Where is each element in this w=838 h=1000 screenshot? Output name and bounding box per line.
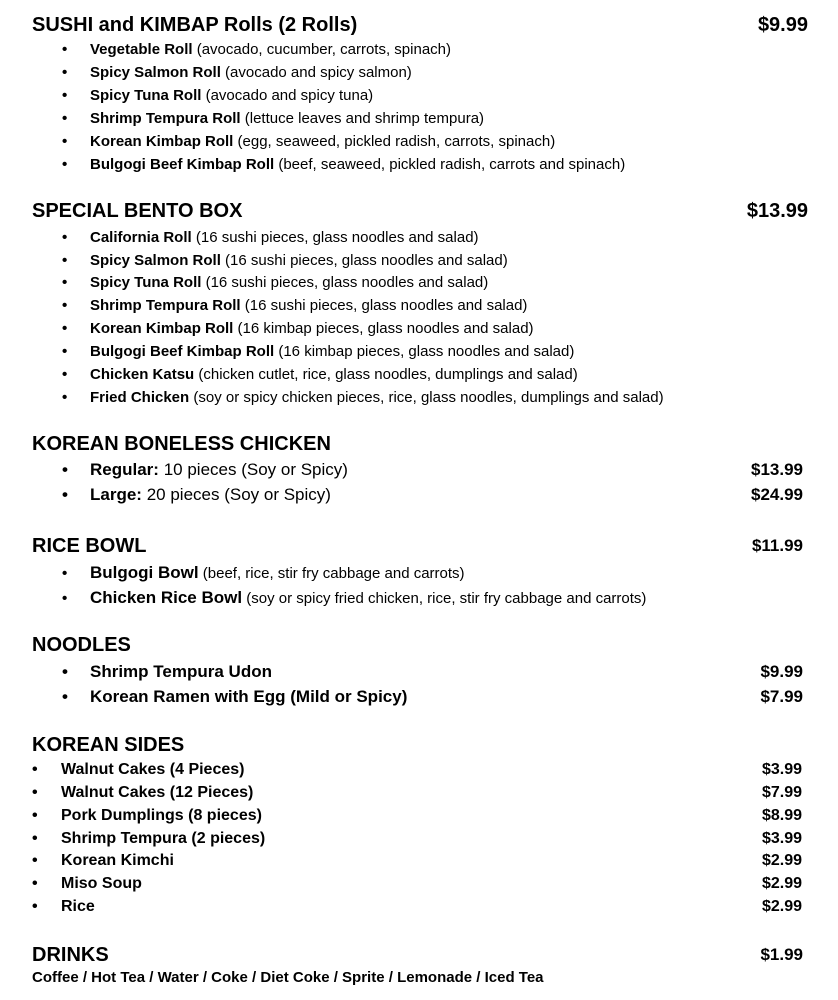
list-item (62, 228, 479, 248)
item-desc: 20 pieces (Soy or Spicy) (146, 485, 331, 504)
list-item (32, 806, 262, 826)
item-name: Chicken Rice Bowl (90, 588, 243, 607)
list-item (32, 783, 253, 803)
item-name: Regular: (90, 460, 159, 479)
bullet: • (62, 565, 68, 582)
item-desc: (16 sushi pieces, glass noodles and salad) (205, 274, 489, 291)
bullet: • (32, 898, 38, 915)
bullet: • (62, 366, 68, 383)
item-desc: (beef, seaweed, pickled radish, carrots and spinach) (278, 156, 626, 173)
sushi-title: SUSHI and KIMBAP Rolls (2 Rolls) (32, 14, 358, 36)
bullet: • (62, 320, 68, 337)
list-item (62, 132, 555, 152)
item-desc: (beef, rice, stir fry cabbage and carrots) (202, 565, 465, 582)
bullet: • (62, 229, 68, 246)
item-desc: (avocado and spicy salmon) (225, 64, 412, 81)
bullet: • (62, 156, 68, 173)
list-item (32, 829, 265, 849)
rice-price: $11.99 (751, 536, 803, 555)
list-item (62, 562, 465, 585)
bullet: • (62, 590, 68, 607)
bento-price: $13.99 (746, 200, 808, 222)
bullet: • (32, 807, 38, 824)
bento-title: SPECIAL BENTO BOX (32, 200, 243, 222)
item-desc: (soy or spicy chicken pieces, rice, glass noodles, dumplings and salad) (193, 389, 664, 406)
list-item (62, 86, 373, 106)
chicken-title: KOREAN BONELESS CHICKEN (32, 433, 331, 455)
list-item (62, 388, 664, 408)
bullet: • (62, 460, 68, 479)
list-item (62, 251, 508, 271)
item-name: Large: (90, 485, 142, 504)
list-item (62, 319, 534, 339)
list-item (32, 760, 244, 780)
sides-title: KOREAN SIDES (32, 734, 185, 756)
item-name: Spicy Tuna Roll (90, 274, 202, 291)
item-price: $3.99 (761, 830, 802, 847)
item-price: $2.99 (761, 852, 802, 869)
list-item (62, 273, 488, 293)
list-item (62, 296, 527, 316)
item-desc: (chicken cutlet, rice, glass noodles, dumplings and salad) (198, 366, 578, 383)
list-item (62, 459, 348, 481)
list-item (62, 109, 484, 129)
sushi-price: $9.99 (757, 14, 808, 36)
item-name: Spicy Tuna Roll (90, 87, 202, 104)
item-name: Fried Chicken (90, 389, 190, 406)
list-item (62, 365, 578, 385)
list-item (62, 155, 625, 175)
item-name: Bulgogi Beef Kimbap Roll (90, 156, 275, 173)
item-name: Shrimp Tempura (2 pieces) (61, 830, 266, 847)
list-item (62, 342, 574, 362)
item-name: Bulgogi Beef Kimbap Roll (90, 343, 275, 360)
item-name: Spicy Salmon Roll (90, 252, 221, 269)
drinks-list: Coffee / Hot Tea / Water / Coke / Diet Coke / Sprite / Lemonade / Iced Tea (32, 969, 544, 986)
item-price: $9.99 (760, 662, 803, 681)
item-price: $13.99 (751, 460, 803, 479)
bullet: • (62, 485, 68, 504)
item-name: Korean Ramen with Egg (Mild or Spicy) (90, 687, 408, 706)
item-name: Korean Kimchi (61, 852, 174, 869)
item-desc: (16 sushi pieces, glass noodles and salad) (244, 297, 528, 314)
item-desc: (16 kimbap pieces, glass noodles and salad) (278, 343, 575, 360)
bullet: • (62, 274, 68, 291)
item-desc: (16 sushi pieces, glass noodles and salad) (195, 229, 479, 246)
bullet: • (62, 252, 68, 269)
item-desc: (16 sushi pieces, glass noodles and salad) (225, 252, 508, 269)
item-name: Korean Kimbap Roll (90, 320, 234, 337)
bullet: • (32, 875, 38, 892)
item-desc: 10 pieces (Soy or Spicy) (163, 460, 348, 479)
item-name: Vegetable Roll (90, 41, 193, 58)
list-item (32, 851, 174, 871)
bullet: • (32, 761, 38, 778)
item-price: $24.99 (751, 485, 803, 504)
item-name: Bulgogi Bowl (90, 563, 199, 582)
bullet: • (32, 830, 38, 847)
noodles-title: NOODLES (32, 634, 131, 656)
bullet: • (62, 343, 68, 360)
item-desc: (avocado, cucumber, carrots, spinach) (196, 41, 452, 58)
bullet: • (32, 784, 38, 801)
bullet: • (62, 662, 68, 681)
item-name: Miso Soup (61, 875, 142, 892)
item-price: $7.99 (760, 687, 803, 706)
item-desc: (avocado and spicy tuna) (205, 87, 374, 104)
item-desc: (egg, seaweed, pickled radish, carrots, spinach) (237, 133, 556, 150)
bullet: • (62, 87, 68, 104)
list-item (62, 686, 407, 708)
bullet: • (62, 389, 68, 406)
item-name: Shrimp Tempura Roll (90, 297, 241, 314)
item-name: Pork Dumplings (8 pieces) (61, 807, 262, 824)
item-name: Shrimp Tempura Roll (90, 110, 241, 127)
item-name: Walnut Cakes (12 Pieces) (61, 784, 254, 801)
list-item (32, 874, 142, 894)
item-price: $2.99 (761, 898, 802, 915)
item-price: $8.99 (761, 807, 802, 824)
list-item (62, 484, 331, 506)
list-item (62, 661, 272, 683)
item-name: Rice (61, 898, 95, 915)
drinks-title: DRINKS (32, 944, 109, 966)
item-name: Korean Kimbap Roll (90, 133, 234, 150)
bullet: • (32, 852, 38, 869)
item-price: $3.99 (761, 761, 802, 778)
drinks-price: $1.99 (760, 945, 803, 964)
item-name: California Roll (90, 229, 192, 246)
item-desc: (16 kimbap pieces, glass noodles and salad) (237, 320, 534, 337)
list-item (62, 63, 412, 83)
bullet: • (62, 64, 68, 81)
bullet: • (62, 110, 68, 127)
item-name: Chicken Katsu (90, 366, 195, 383)
bullet: • (62, 297, 68, 314)
list-item (62, 587, 646, 610)
item-price: $2.99 (761, 875, 802, 892)
item-name: Shrimp Tempura Udon (90, 662, 272, 681)
bullet: • (62, 687, 68, 706)
bullet: • (62, 41, 68, 58)
rice-title: RICE BOWL (32, 535, 147, 557)
item-name: Spicy Salmon Roll (90, 64, 221, 81)
list-item (62, 40, 451, 60)
item-desc: (soy or spicy fried chicken, rice, stir fry cabbage and carrots) (246, 590, 647, 607)
item-desc: (lettuce leaves and shrimp tempura) (244, 110, 485, 127)
item-name: Walnut Cakes (4 Pieces) (61, 761, 245, 778)
bullet: • (62, 133, 68, 150)
item-price: $7.99 (761, 784, 802, 801)
list-item (32, 897, 95, 917)
